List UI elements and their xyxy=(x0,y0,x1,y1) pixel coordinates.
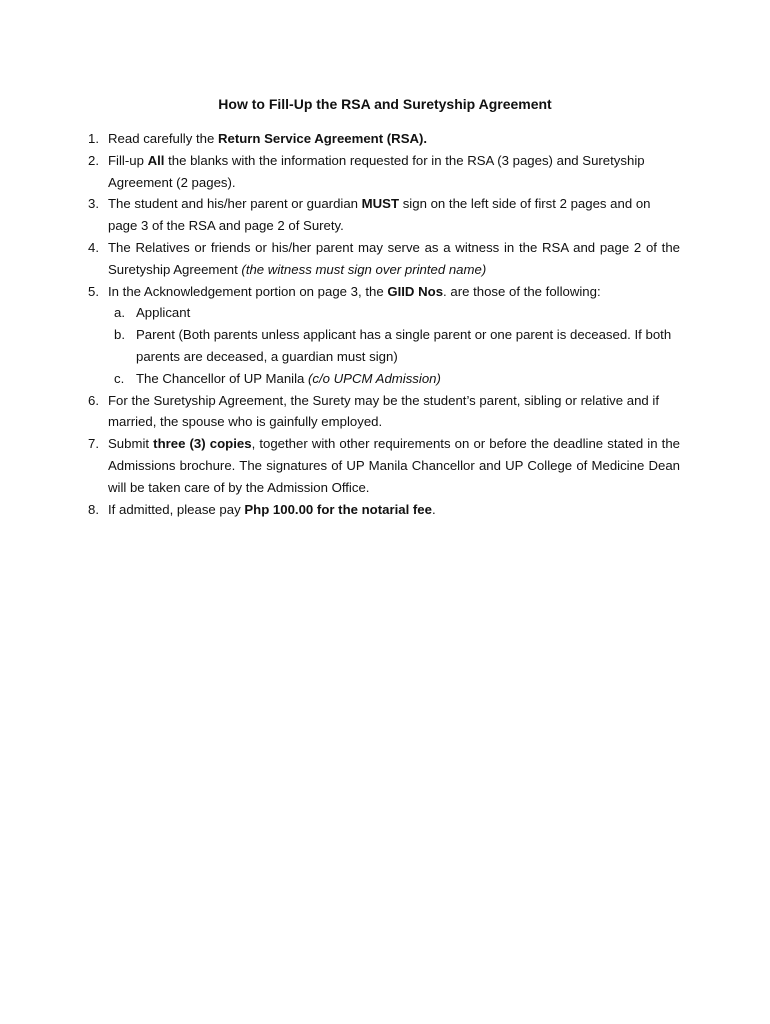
item-text: the blanks with the information requested for in the RSA (3 pages) and Suretyship Agreement (2 pages). xyxy=(108,152,645,190)
sub-item-text: Applicant xyxy=(136,305,191,321)
instruction-item-2 xyxy=(88,150,680,194)
item-bold-text: All xyxy=(147,152,165,168)
sub-item-c xyxy=(108,368,680,390)
item-text: The student and his/her parent or guardian xyxy=(108,196,362,212)
item-bold-text: Php 100.00 for the notarial fee xyxy=(244,501,432,517)
item-number: 2. xyxy=(88,152,99,168)
item-bold-text: GIID Nos xyxy=(387,283,444,299)
sub-item-letter: b. xyxy=(114,327,125,343)
item-text: In the Acknowledgement portion on page 3, the xyxy=(108,283,388,299)
item-number: 8. xyxy=(88,501,99,517)
item-number: 1. xyxy=(88,131,99,146)
item-number: 3. xyxy=(88,196,99,212)
sub-item-text: The Chancellor of UP Manila xyxy=(136,370,309,386)
item-text: The Relatives or friends or his/her parent may serve as a witness in the RSA and page 2 of the Suretyship Agreement xyxy=(108,239,680,277)
item-text: sign on the left side of first 2 pages and on page 3 of the RSA and page 2 of Surety. xyxy=(108,196,651,234)
item-number: 5. xyxy=(88,283,99,299)
item-text: . are those of the following: xyxy=(443,283,601,299)
sub-item-a xyxy=(108,302,680,324)
instruction-item-8 xyxy=(88,499,680,521)
instruction-list xyxy=(88,128,680,520)
sub-item-letter: a. xyxy=(114,305,125,321)
item-number: 7. xyxy=(88,436,99,452)
item-text: Fill-up xyxy=(108,152,148,168)
item-number: 4. xyxy=(88,239,99,255)
item-bold-text: three (3) copies xyxy=(153,436,252,452)
item-text: If admitted, please pay xyxy=(108,501,245,517)
item-bold-text: MUST xyxy=(361,196,400,212)
sub-item-italic-text: (c/o UPCM Admission) xyxy=(308,370,441,386)
item-italic-text: (the witness must sign over printed name) xyxy=(241,261,487,277)
item-text: Submit xyxy=(108,436,154,452)
instruction-item-3 xyxy=(88,193,680,237)
document-title: How to Fill-Up the RSA and Suretyship Agreement xyxy=(218,96,552,112)
item-text: For the Suretyship Agreement, the Surety may be the student’s parent, sibling or relative and if married, the spouse who is gainfully employed. xyxy=(108,392,660,430)
sub-item-text: Parent (Both parents unless applicant has a single parent or one parent is deceased. If both parents are deceased, a guardian must sign) xyxy=(136,327,672,364)
sub-item-letter: c. xyxy=(114,370,125,386)
item-text: . xyxy=(431,501,436,517)
item-number: 6. xyxy=(88,392,99,408)
item-text: Read carefully the xyxy=(108,131,218,146)
instruction-item-4 xyxy=(88,237,680,281)
sub-list xyxy=(108,302,680,389)
instruction-item-1 xyxy=(88,128,680,150)
sub-item-b xyxy=(108,324,680,368)
instruction-item-5 xyxy=(88,281,680,390)
instruction-item-7 xyxy=(88,433,680,498)
item-text: , together with other requirements on or before the deadline stated in the Admissions brochure. The signatures of UP Manila Chancellor and UP College of Medicine Dean will be taken care of by the Admission Office. xyxy=(108,436,680,495)
item-bold-text: Return Service Agreement (RSA). xyxy=(217,131,428,146)
instruction-item-6 xyxy=(88,390,680,434)
